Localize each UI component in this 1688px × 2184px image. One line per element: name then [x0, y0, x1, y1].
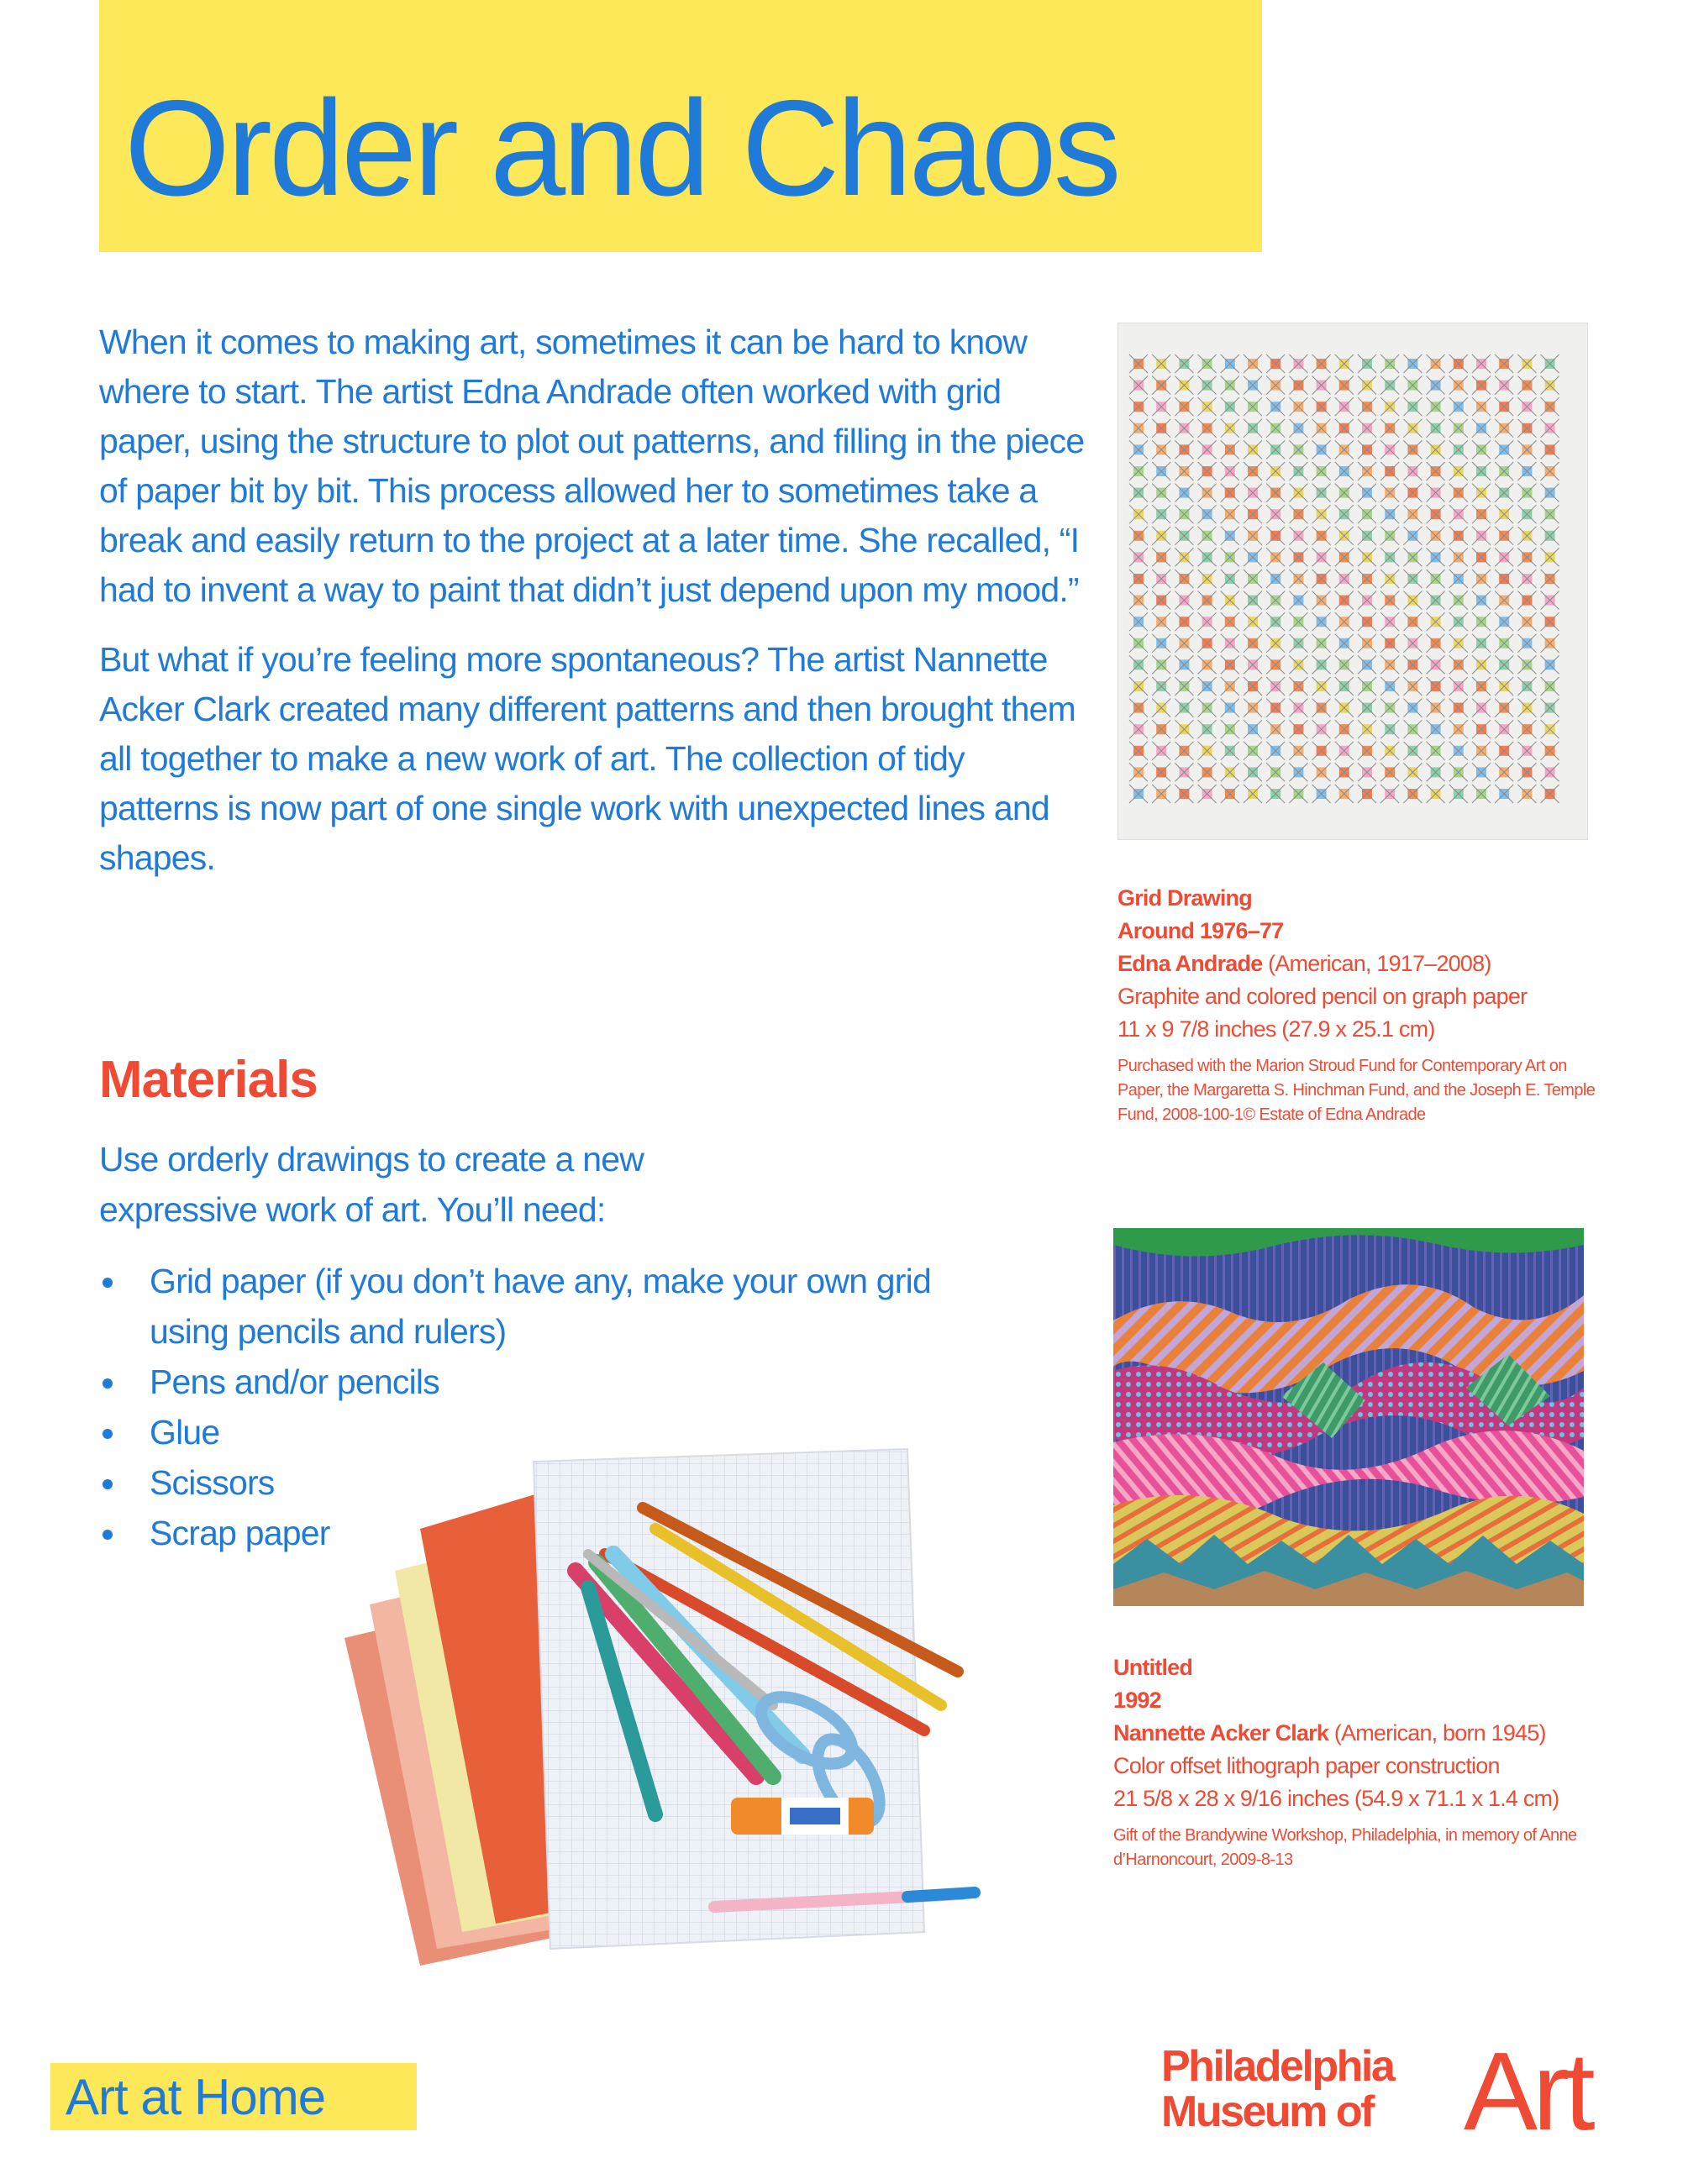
list-item: Scrap paper [99, 1508, 939, 1558]
list-item: Grid paper (if you don’t have any, make your own grid using pencils and rulers) [99, 1256, 939, 1357]
logo-line-2: Museum of [1161, 2087, 1373, 2136]
artwork-2-title: Untitled [1113, 1655, 1193, 1680]
materials-lead: Use orderly drawings to create a new expressive work of art. You’ll need: [99, 1140, 644, 1229]
grid-drawing-image [1117, 323, 1588, 840]
logo-line-1: Philadelphia [1161, 2042, 1394, 2091]
paper-construction-graphic [1113, 1228, 1584, 1606]
grid-drawing-graphic [1118, 323, 1589, 841]
paper-construction-image [1113, 1228, 1584, 1606]
intro-paragraph-1: When it comes to making art, sometimes it can be hard to know where to start. The artist Edna Andrade often worked with grid paper, using the structure to plot out patterns, and filling in the piece of paper bit by bit. This process allowed her to sometimes take a break and easily return to the project at a later time. She recalled, “I had to invent a way to paint that didn’t just depend upon my mood.” [99, 323, 1085, 609]
artwork-2-artist: Nannette Acker Clark [1113, 1720, 1329, 1746]
artwork-2-date: 1992 [1113, 1688, 1161, 1713]
artwork-1-artist-line [1117, 948, 1596, 980]
artwork-2-medium: Color offset lithograph paper construction [1113, 1753, 1500, 1778]
artwork-1-medium: Graphite and colored pencil on graph paper [1117, 984, 1528, 1009]
art-supplies-photo [336, 1428, 991, 1974]
museum-logo [1161, 2029, 1640, 2153]
artwork-1-date: Around 1976–77 [1117, 918, 1284, 943]
list-item: Scissors [99, 1457, 939, 1508]
artwork-1-caption [1117, 882, 1596, 1127]
artwork-1-title: Grid Drawing [1117, 885, 1252, 911]
logo-art: Art [1464, 2029, 1591, 2153]
art-supplies-graphic [336, 1428, 991, 1974]
artwork-2-dimensions: 21 5/8 x 28 x 9/16 inches (54.9 x 71.1 x 1.4 cm) [1113, 1786, 1559, 1811]
artwork-2-artist-line [1113, 1717, 1592, 1750]
materials-heading: Materials [99, 1051, 318, 1109]
artwork-1-artist: Edna Andrade [1117, 951, 1263, 976]
artwork-1-dimensions: 11 x 9 7/8 inches (27.9 x 25.1 cm) [1117, 1016, 1435, 1042]
artwork-2-caption [1113, 1651, 1592, 1872]
list-item: Pens and/or pencils [99, 1357, 939, 1407]
artwork-1-credit: Purchased with the Marion Stroud Fund for Contemporary Art on Paper, the Margaretta S. Hinchman Fund, and the Joseph E. Temple Fund, 2008-100-1© Estate of Edna Andrade [1117, 1057, 1596, 1124]
artwork-2-credit: Gift of the Brandywine Workshop, Philadelphia, in memory of Anne d’Harnoncourt, 2009-8-13 [1113, 1826, 1577, 1869]
list-item: Glue [99, 1407, 939, 1457]
artwork-2-nationality: (American, born 1945) [1328, 1720, 1546, 1746]
art-at-home-label: Art at Home [66, 2069, 326, 2125]
artwork-1-nationality: (American, 1917–2008) [1262, 951, 1491, 976]
intro-text [99, 318, 1091, 903]
page-title: Order and Chaos [124, 72, 1118, 224]
intro-paragraph-2: But what if you’re feeling more spontaneous? The artist Nannette Acker Clark created many different patterns and then brought them all together to make a new work of art. The collection of tidy patterns is now part of one single work with unexpected lines and shapes. [99, 640, 1075, 877]
